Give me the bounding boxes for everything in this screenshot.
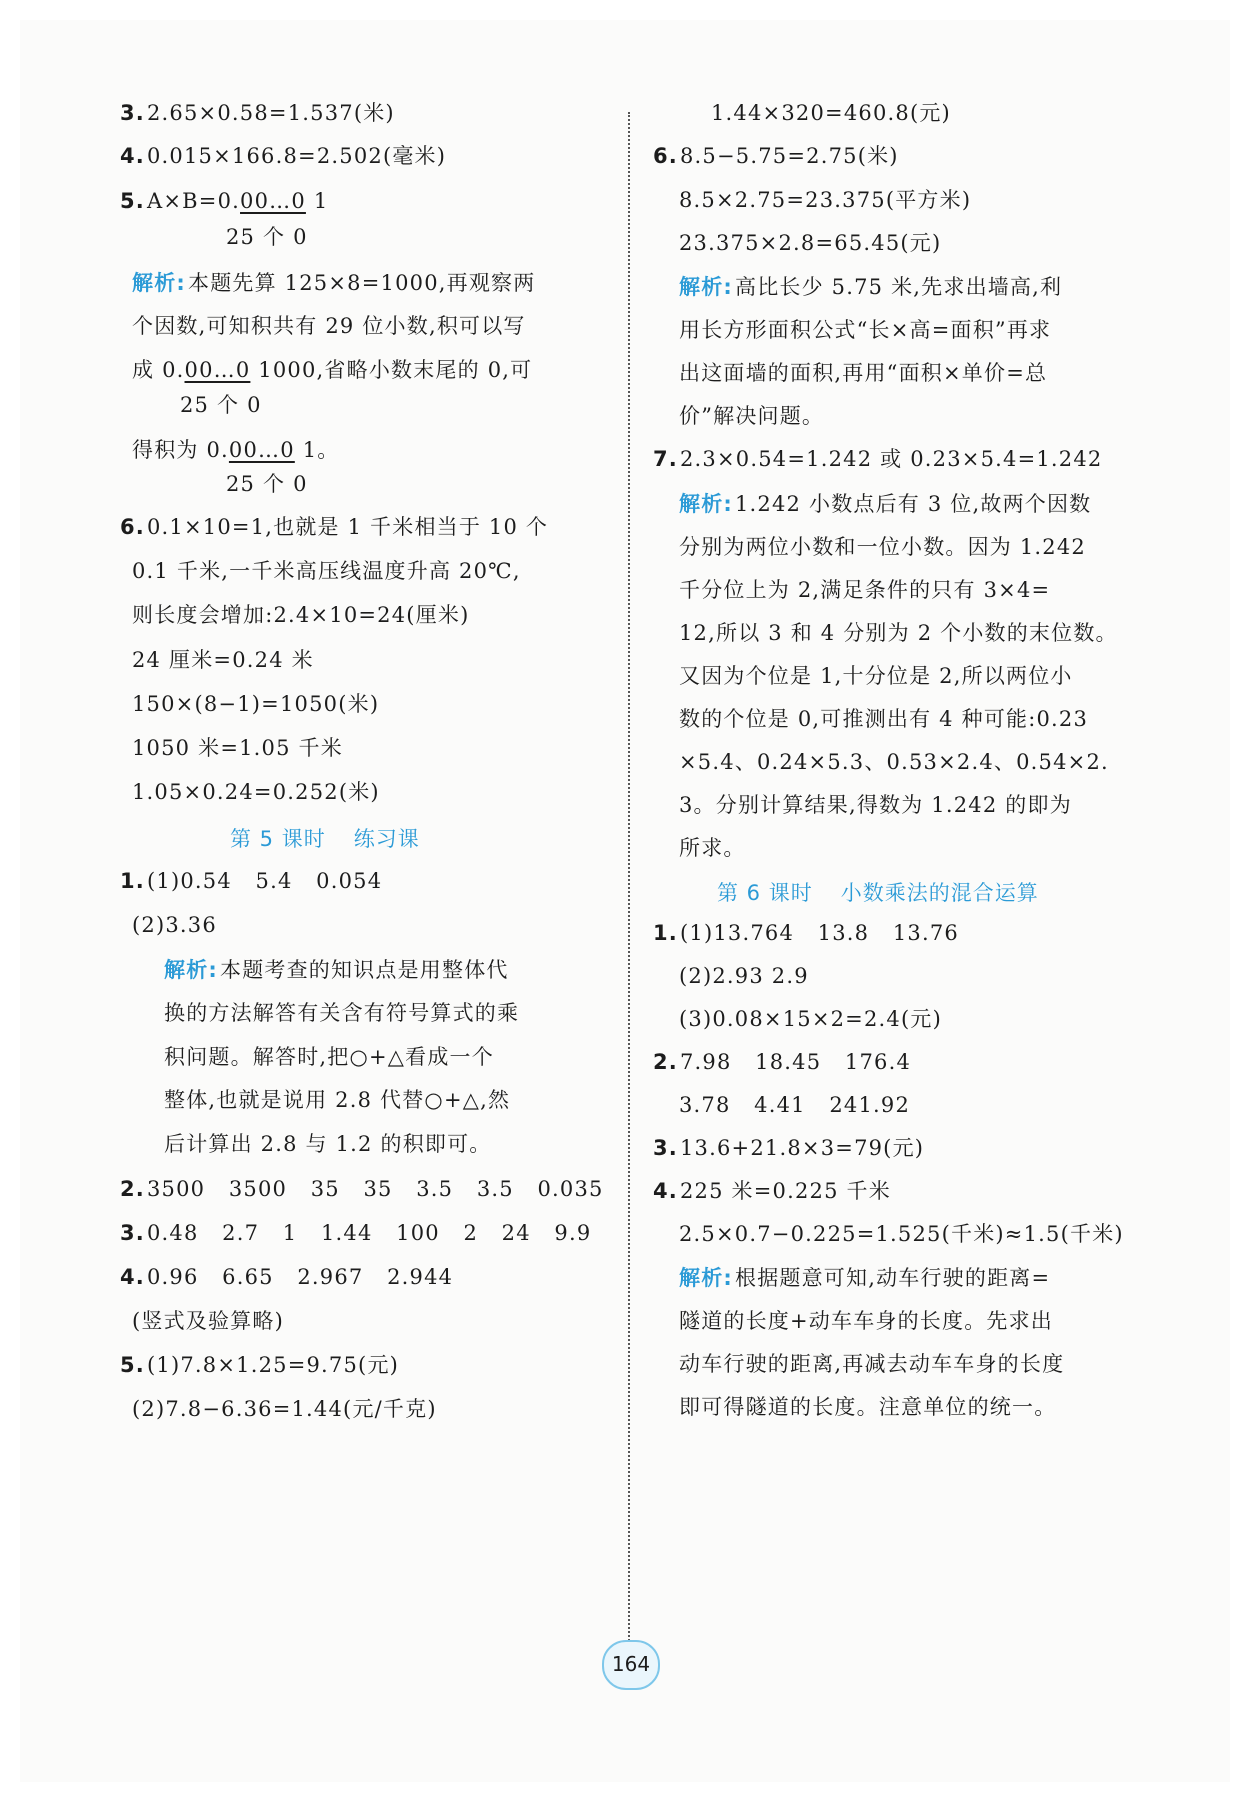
analysis-5-note1: 25 个 0 (180, 393, 262, 417)
r-practice-1-line2: (2)2.93 2.9 (679, 964, 809, 988)
answer-r6-line1: 6.8.5−5.75=2.75(米) (653, 144, 899, 168)
analysis-r4-line3: 动车行驶的距离,再减去动车车身的长度 (679, 1352, 1065, 1376)
section-heading-lesson5: 第 5 课时 练习课 (230, 827, 420, 851)
r-practice-4-line1: 4.225 米=0.225 千米 (653, 1179, 891, 1203)
r-practice-2-line2: 3.78 4.41 241.92 (679, 1093, 911, 1117)
answer-4: 4.0.015×166.8=2.502(毫米) (120, 144, 447, 168)
analysis-7-line4: 12,所以 3 和 4 分别为 2 个小数的末位数。 (679, 621, 1118, 645)
analysis-7-line7: ×5.4、0.24×5.3、0.53×2.4、0.54×2. (679, 750, 1109, 774)
analysis-7-line2: 分别为两位小数和一位小数。因为 1.242 (679, 535, 1086, 559)
analysis-7-line9: 所求。 (679, 836, 746, 860)
analysis-5-line4: 得积为 0.00…0 1。 (132, 438, 340, 462)
answer-r6-line2: 8.5×2.75=23.375(平方米) (679, 188, 972, 212)
practice-1-line1: 1.(1)0.54 5.4 0.054 (120, 869, 383, 893)
analysis-7-line1: 解析:1.242 小数点后有 3 位,故两个因数 (679, 492, 1092, 516)
practice-4-note: (竖式及验算略) (132, 1309, 284, 1333)
analysis-5-line1: 解析:本题先算 125×8=1000,再观察两 (132, 271, 536, 295)
analysis-p1-line3: 积问题。解答时,把○+△看成一个 (164, 1045, 494, 1069)
answer-6-line7: 1.05×0.24=0.252(米) (132, 780, 380, 804)
continued-line: 1.44×320=460.8(元) (711, 101, 951, 125)
practice-1-line2: (2)3.36 (132, 913, 217, 937)
answer-6-line5: 150×(8−1)=1050(米) (132, 692, 380, 716)
practice-5-line2: (2)7.8−6.36=1.44(元/千克) (132, 1397, 437, 1421)
analysis-r4-line2: 隧道的长度+动车车身的长度。先求出 (679, 1309, 1053, 1333)
practice-3: 3.0.48 2.7 1 1.44 100 2 24 9.9 (120, 1221, 592, 1245)
section-heading-lesson6: 第 6 课时 小数乘法的混合运算 (717, 881, 1039, 905)
analysis-p1-line2: 换的方法解答有关含有符号算式的乘 (164, 1001, 520, 1025)
page-number: 164 (602, 1640, 660, 1690)
r-practice-1-line1: 1.(1)13.764 13.8 13.76 (653, 921, 959, 945)
analysis-7-line8: 3。分别计算结果,得数为 1.242 的即为 (679, 793, 1072, 817)
analysis-p1-line5: 后计算出 2.8 与 1.2 的积即可。 (164, 1132, 492, 1156)
analysis-p1-line4: 整体,也就是说用 2.8 代替○+△,然 (164, 1088, 511, 1112)
r-practice-1-line3: (3)0.08×15×2=2.4(元) (679, 1007, 942, 1031)
analysis-7-line5: 又因为个位是 1,十分位是 2,所以两位小 (679, 664, 1073, 688)
analysis-r4-line4: 即可得隧道的长度。注意单位的统一。 (679, 1395, 1057, 1419)
analysis-r6-line2: 用长方形面积公式“长×高=面积”再求 (679, 318, 1052, 342)
analysis-r6-line4: 价”解决问题。 (679, 404, 825, 428)
column-divider (628, 112, 630, 1672)
r-practice-3: 3.13.6+21.8×3=79(元) (653, 1136, 925, 1160)
answer-5-note: 25 个 0 (226, 225, 308, 249)
r-practice-2-line1: 2.7.98 18.45 176.4 (653, 1050, 912, 1074)
answer-6-line1: 6.0.1×10=1,也就是 1 千米相当于 10 个 (120, 515, 549, 539)
r-practice-4-line2: 2.5×0.7−0.225=1.525(千米)≈1.5(千米) (679, 1222, 1124, 1246)
analysis-5-line3: 成 0.00…0 1000,省略小数末尾的 0,可 (132, 358, 533, 382)
analysis-7-line3: 千分位上为 2,满足条件的只有 3×4= (679, 578, 1051, 602)
analysis-5-line2: 个因数,可知积共有 29 位小数,积可以写 (132, 314, 526, 338)
answer-5: 5.A×B=0.00…0 1 (120, 189, 329, 213)
answer-6-line2: 0.1 千米,一千米高压线温度升高 20℃, (132, 559, 521, 583)
answer-6-line4: 24 厘米=0.24 米 (132, 648, 314, 672)
analysis-r6-line1: 解析:高比长少 5.75 米,先求出墙高,利 (679, 275, 1063, 299)
analysis-p1-line1: 解析:本题考查的知识点是用整体代 (164, 958, 509, 982)
practice-5-line1: 5.(1)7.8×1.25=9.75(元) (120, 1353, 400, 1377)
answer-3: 3.2.65×0.58=1.537(米) (120, 101, 395, 125)
analysis-5-note2: 25 个 0 (226, 472, 308, 496)
practice-4: 4.0.96 6.65 2.967 2.944 (120, 1265, 454, 1289)
practice-2: 2.3500 3500 35 35 3.5 3.5 0.035 (120, 1177, 604, 1201)
answer-r6-line3: 23.375×2.8=65.45(元) (679, 231, 942, 255)
analysis-7-line6: 数的个位是 0,可推测出有 4 种可能:0.23 (679, 707, 1089, 731)
answer-6-line3: 则长度会增加:2.4×10=24(厘米) (132, 603, 470, 627)
answer-7: 7.2.3×0.54=1.242 或 0.23×5.4=1.242 (653, 447, 1103, 471)
analysis-r6-line3: 出这面墙的面积,再用“面积×单价=总 (679, 361, 1048, 385)
analysis-r4-line1: 解析:根据题意可知,动车行驶的距离= (679, 1266, 1051, 1290)
answer-6-line6: 1050 米=1.05 千米 (132, 736, 343, 760)
